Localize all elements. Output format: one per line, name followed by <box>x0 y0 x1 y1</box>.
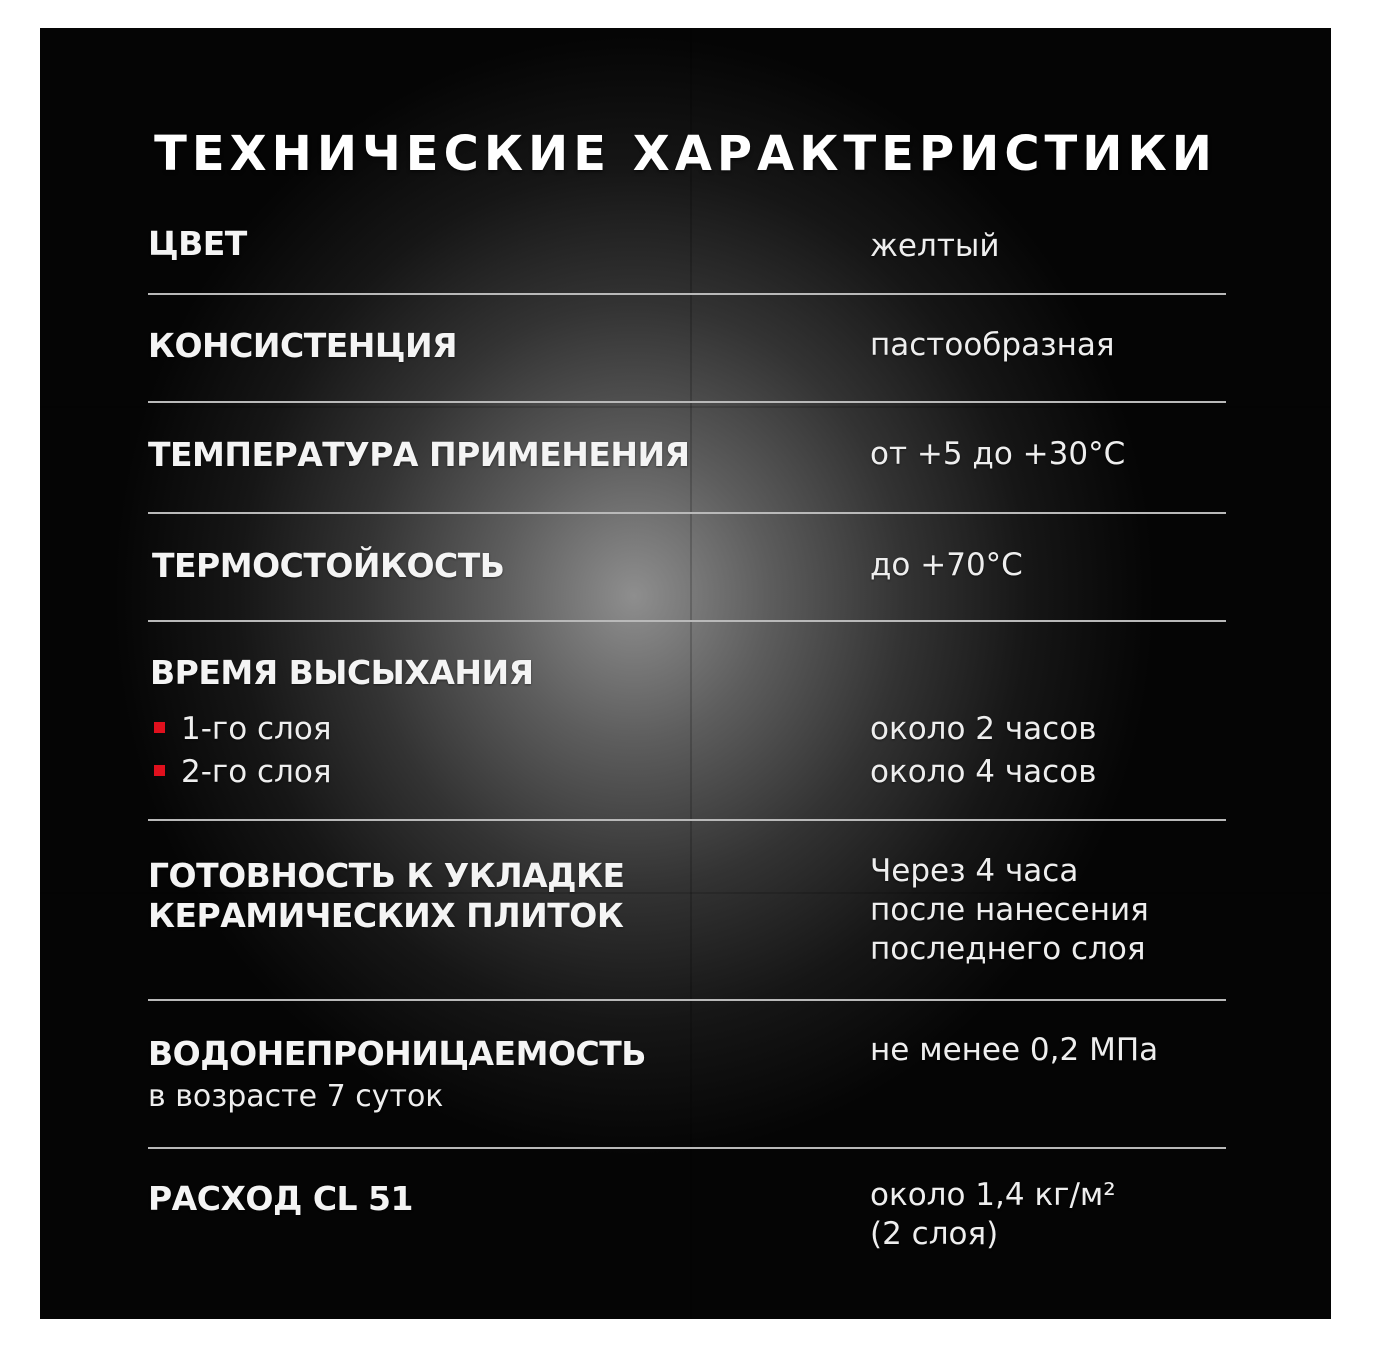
spec-panel <box>40 28 1331 1319</box>
drying-item-label: 2-го слоя <box>181 754 332 790</box>
row-divider <box>148 819 1226 821</box>
page-title: ТЕХНИЧЕСКИЕ ХАРАКТЕРИСТИКИ <box>154 126 1217 182</box>
value-line: последнего слоя <box>870 931 1146 967</box>
drying-item-layer-2 <box>154 753 332 791</box>
drying-item-layer-1 <box>154 710 332 748</box>
texture-seam <box>690 28 692 1319</box>
row-divider <box>148 620 1226 622</box>
spec-label-drying-time: ВРЕМЯ ВЫСЫХАНИЯ <box>150 653 534 692</box>
spec-note-water-resistance: в возрасте 7 суток <box>148 1079 444 1114</box>
spec-value-tile-readiness <box>870 852 1149 969</box>
label-line: ГОТОВНОСТЬ К УКЛАДКЕ <box>148 856 625 895</box>
spec-label-water-resistance: ВОДОНЕПРОНИЦАЕМОСТЬ <box>148 1034 646 1073</box>
spec-value-consistency: пастообразная <box>870 327 1115 363</box>
spec-label-color: ЦВЕТ <box>148 224 247 263</box>
spec-label-heat-resistance: ТЕРМОСТОЙКОСТЬ <box>152 546 505 585</box>
spec-label-application-temperature: ТЕМПЕРАТУРА ПРИМЕНЕНИЯ <box>148 435 690 474</box>
row-divider <box>148 999 1226 1001</box>
spec-label-consistency: КОНСИСТЕНЦИЯ <box>148 326 458 365</box>
spec-value-application-temperature: от +5 до +30°C <box>870 436 1126 472</box>
value-line: после нанесения <box>870 892 1149 928</box>
row-divider <box>148 512 1226 514</box>
label-line: КЕРАМИЧЕСКИХ ПЛИТОК <box>148 896 624 935</box>
red-bullet-icon <box>154 765 165 776</box>
value-line: (2 слоя) <box>870 1216 999 1252</box>
spec-value-drying-layer-1: около 2 часов <box>870 711 1097 747</box>
spec-value-water-resistance: не менее 0,2 МПа <box>870 1032 1159 1068</box>
row-divider <box>148 1147 1226 1149</box>
red-bullet-icon <box>154 722 165 733</box>
value-line: около 1,4 кг/м² <box>870 1177 1116 1213</box>
texture-seam <box>40 406 1331 408</box>
spec-value-consumption <box>870 1176 1116 1254</box>
drying-item-label: 1-го слоя <box>181 711 332 747</box>
spec-value-heat-resistance: до +70°C <box>870 547 1023 583</box>
spec-label-consumption: РАСХОД CL 51 <box>148 1179 413 1218</box>
value-line: Через 4 часа <box>870 853 1079 889</box>
spec-value-color: желтый <box>870 228 1000 264</box>
row-divider <box>148 293 1226 295</box>
spec-value-drying-layer-2: около 4 часов <box>870 754 1097 790</box>
spec-label-tile-readiness <box>148 856 625 936</box>
row-divider <box>148 401 1226 403</box>
